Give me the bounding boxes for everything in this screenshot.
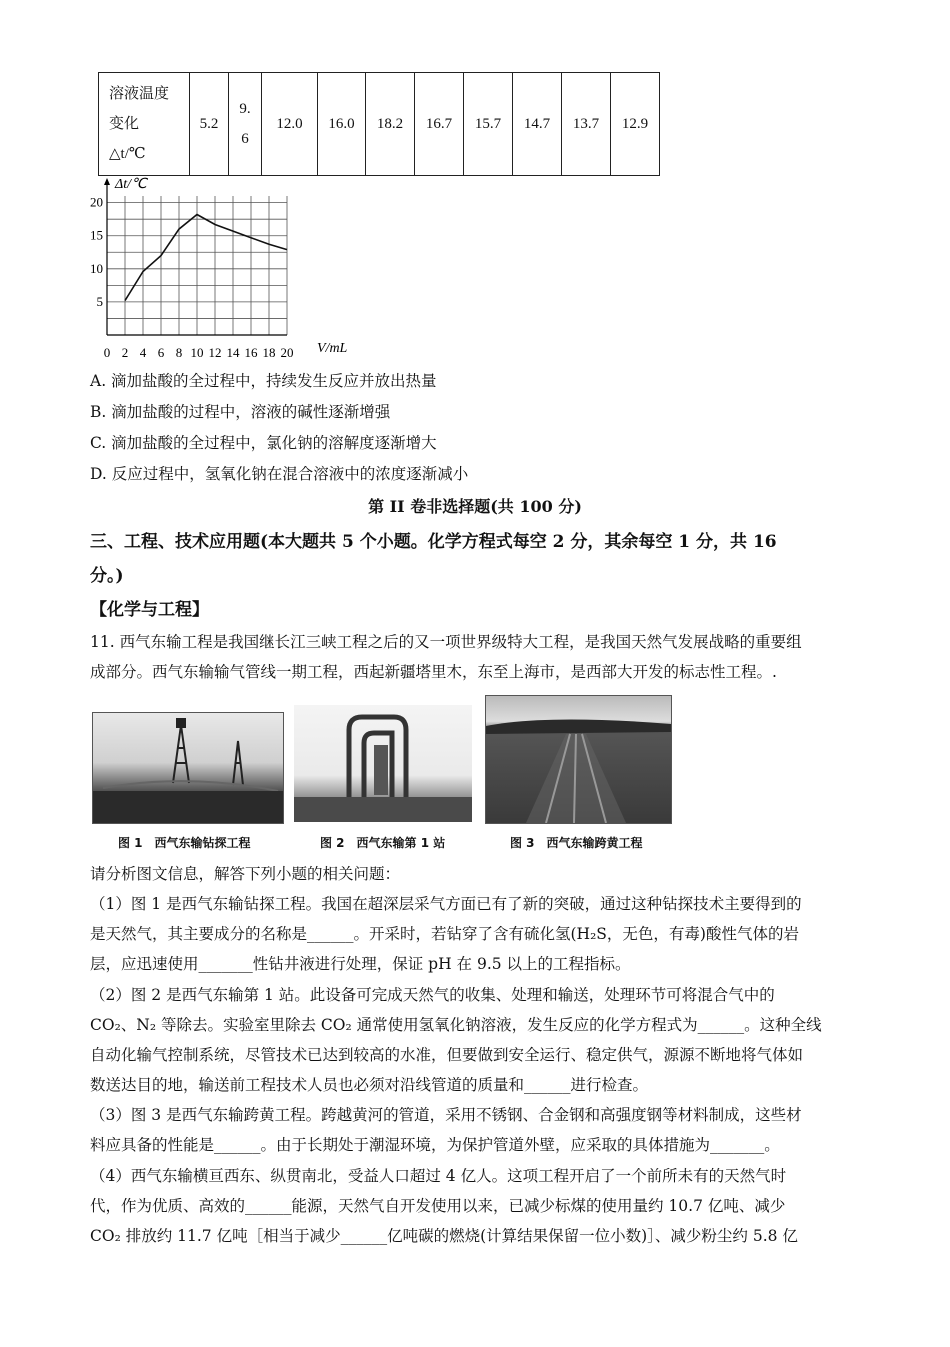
x-tick-label: 2 [121, 345, 129, 360]
y-axis-arrow [104, 178, 110, 185]
q11-intro: 成部分。西气东输输气管线一期工程，西起新疆塔里木，东至上海市，是西部大开发的标志性工程。. [90, 663, 777, 681]
table-cell: 16.0 [318, 73, 366, 176]
y-tick-label: 20 [90, 194, 103, 210]
table-cell: 5.2 [190, 73, 229, 176]
table-cell: 14.7 [513, 73, 562, 176]
y-axis-label: Δt/℃ [115, 177, 147, 192]
row-header-line: 溶液温度 [109, 86, 170, 102]
table-cell: 9. 6 [229, 73, 262, 176]
data-series-line [125, 215, 287, 301]
pipeline-bridge-icon [486, 696, 671, 823]
q11-intro: 11. 西气东输工程是我国继长江三峡工程之后的又一项世界级特大工程，是我国天然气发展战略的重要组 [90, 633, 802, 651]
table-row [99, 73, 660, 176]
temperature-change-table [98, 72, 660, 176]
x-tick-label: 18 [262, 345, 276, 360]
q11-part-4: CO₂ 排放约 11.7 亿吨［相当于减少______亿吨碳的燃烧(计算结果保留一位小数)］、减少粉尘约 5.8 亿 [90, 1227, 798, 1245]
option-d: D. 反应过程中，氢氧化钠在混合溶液中的浓度逐渐减小 [90, 465, 469, 483]
station-pipes-icon [294, 705, 472, 822]
option-c: C. 滴加盐酸的全过程中，氯化钠的溶解度逐渐增大 [90, 434, 437, 452]
table-cell: 12.0 [262, 73, 318, 176]
option-a: A. 滴加盐酸的全过程中，持续发生反应并放出热量 [90, 372, 437, 390]
table-cell: 12.9 [611, 73, 660, 176]
option-b: B. 滴加盐酸的过程中，溶液的碱性逐渐增强 [90, 403, 391, 421]
figure-2-station-photo [294, 705, 472, 822]
figure-2-caption: 图 2 西气东输第 1 站 [320, 836, 446, 850]
x-tick-label: 16 [244, 345, 258, 360]
x-tick-label: 10 [190, 345, 204, 360]
q11-part-4: 代，作为优质、高效的______能源，天然气自开发使用以来，已减少标煤的使用量约 10.7 亿吨、减少 [90, 1197, 786, 1215]
q11-part-2: CO₂、N₂ 等除去。实验室里除去 CO₂ 通常使用氢氧化钠溶液，发生反应的化学方程式为______。这种全线 [90, 1016, 822, 1034]
section-heading-cont: 分。) [90, 566, 124, 586]
y-tick-label: 5 [96, 293, 103, 309]
table-cell: 18.2 [366, 73, 415, 176]
section-subheading: 【化学与工程】 [90, 600, 209, 620]
y-tick-label: 15 [90, 227, 103, 243]
chart-axes [104, 178, 287, 335]
x-axis-label: V/mL [317, 341, 348, 356]
chart-grid [107, 196, 287, 335]
y-tick-label: 10 [90, 260, 103, 276]
x-tick-label: 8 [175, 345, 183, 360]
q11-part-2: （2）图 2 是西气东输第 1 站。此设备可完成天然气的收集、处理和输送，处理环节可将混合气中的 [90, 986, 775, 1004]
chart-series [125, 215, 287, 301]
part-title: 第 II 卷非选择题(共 100 分) [368, 497, 582, 516]
figure-3-caption: 图 3 西气东输跨黄工程 [510, 836, 643, 850]
x-tick-label: 14 [226, 345, 240, 360]
q11-part-3: （3）图 3 是西气东输跨黄工程。跨越黄河的管道，采用不锈钢、合金钢和高强度钢等材料制成，这些材 [90, 1106, 802, 1124]
q11-part-3: 料应具备的性能是______。由于长期处于潮湿环境，为保护管道外壁，应采取的具体措施为_______。 [90, 1136, 780, 1154]
q11-part-2: 数送达目的地，输送前工程技术人员也必须对沿线管道的质量和______进行检查。 [90, 1076, 649, 1094]
table-cell: 15.7 [464, 73, 513, 176]
table-cell: 16.7 [415, 73, 464, 176]
q11-part-4: （4）西气东输横亘西东、纵贯南北，受益人口超过 4 亿人。这项工程开启了一个前所未有的天然气时 [90, 1167, 787, 1185]
x-tick-label: 0 [103, 345, 111, 360]
drilling-rig-icon [93, 713, 283, 823]
figure-1-caption: 图 1 西气东输钻探工程 [118, 836, 251, 850]
x-tick-label: 4 [139, 345, 147, 360]
x-tick-label: 6 [157, 345, 165, 360]
section-heading: 三、工程、技术应用题(本大题共 5 个小题。化学方程式每空 2 分，其余每空 1 分，共 16 [90, 532, 777, 552]
figure-1-drilling-photo [92, 712, 284, 824]
x-tick-label: 12 [208, 345, 222, 360]
q11-prompt: 请分析图文信息，解答下列小题的相关问题： [90, 865, 401, 883]
q11-part-1: 是天然气，其主要成分的名称是______。开采时，若钻穿了含有硫化氢(H₂S，无色，有毒)酸性气体的岩 [90, 925, 799, 943]
q11-part-1: 层，应迅速使用_______性钻井液进行处理，保证 pH 在 9.5 以上的工程指标。 [90, 955, 631, 973]
table-cell: 13.7 [562, 73, 611, 176]
q11-part-2: 自动化输气控制系统，尽管技术已达到较高的水准，但要做到安全运行、稳定供气，源源不断地将气体如 [90, 1046, 804, 1064]
x-tick-label: 20 [280, 345, 294, 360]
row-header-line: △t/℃ [109, 146, 146, 162]
figure-3-pipeline-photo [485, 695, 672, 824]
q11-part-1: （1）图 1 是西气东输钻探工程。我国在超深层采气方面已有了新的突破，通过这种钻探技术主要得到的 [90, 895, 802, 913]
temperature-line-chart [85, 174, 365, 364]
table-row-header [99, 73, 190, 176]
row-header-line: 变化 [109, 116, 140, 132]
